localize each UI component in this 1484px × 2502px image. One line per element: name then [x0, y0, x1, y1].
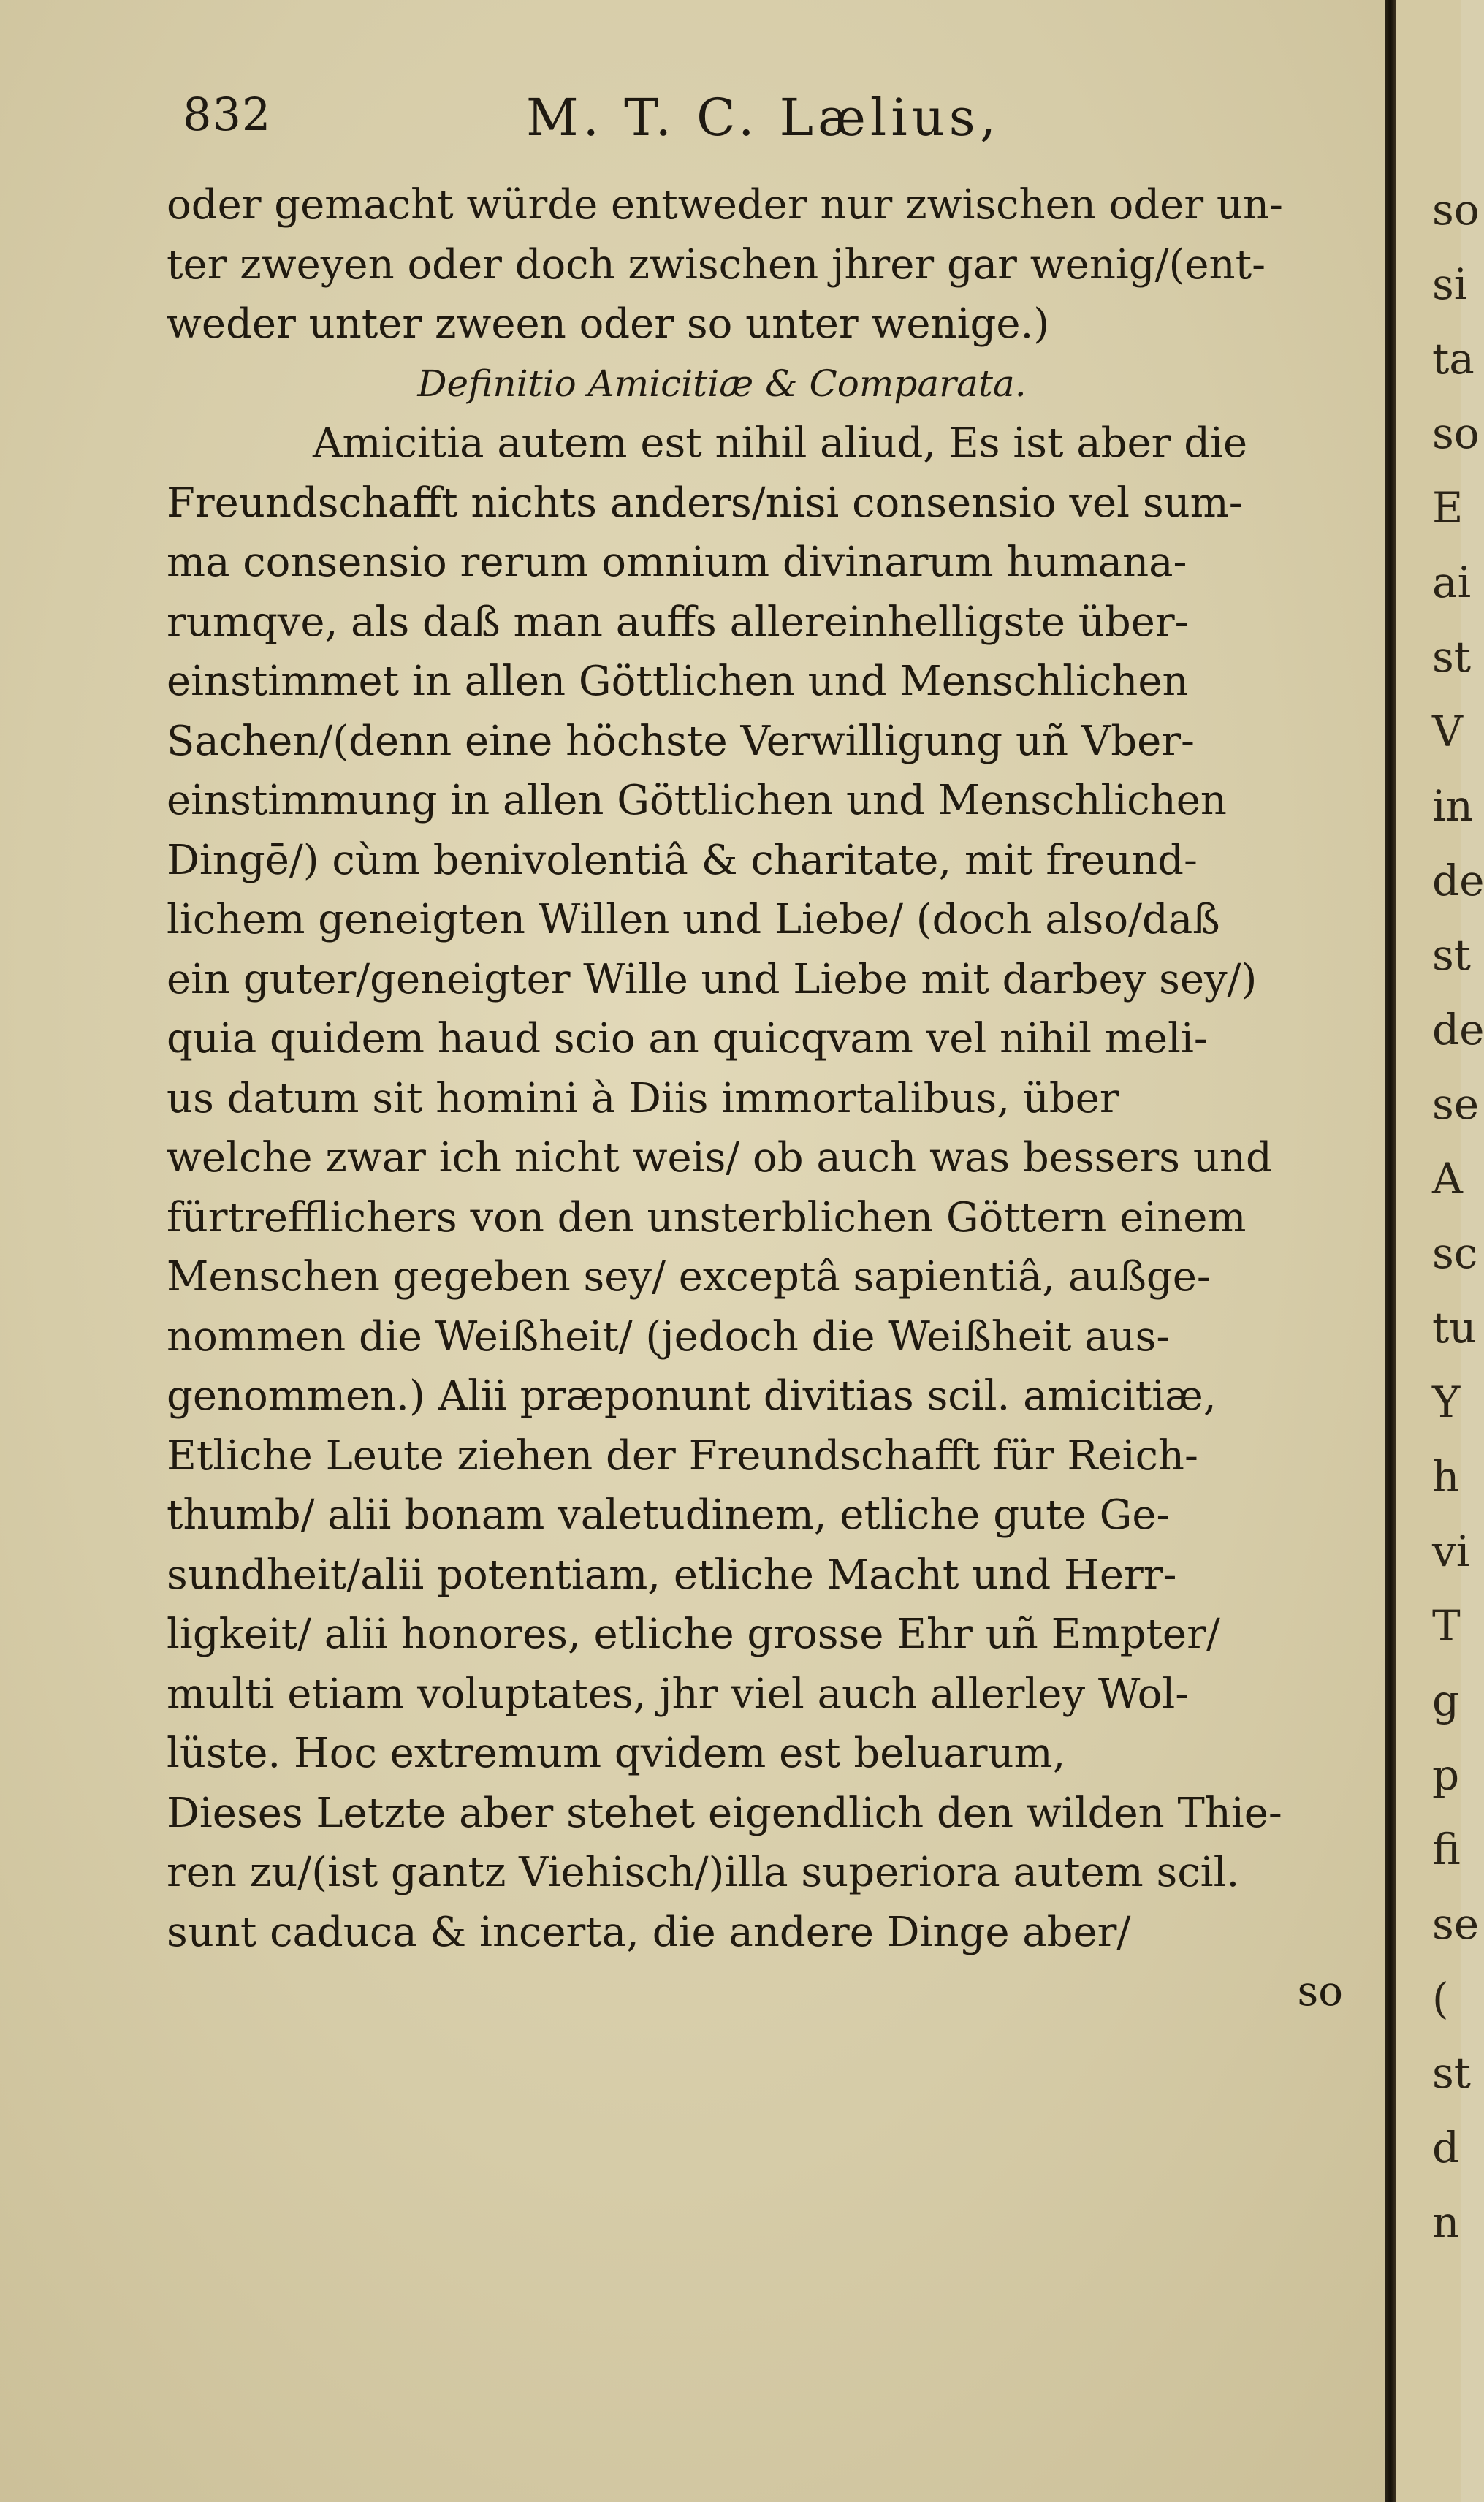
body-text [167, 175, 1365, 2022]
adjacent-page-fragment: tu [1432, 1303, 1477, 1353]
adjacent-page-fragment: Y [1432, 1377, 1461, 1427]
text-line: Amicitia autem est nihil aliud, Es ist aber die [313, 419, 1248, 467]
adjacent-page-fragment: V [1432, 707, 1463, 756]
text-line: ma consensio rerum omnium divinarum humana- [167, 539, 1187, 586]
text-line: sundheit/alii potentiam, etliche Macht und Herr- [167, 1551, 1177, 1599]
running-head: M. T. C. Lælius, [526, 88, 1000, 148]
adjacent-page-fragment: vi [1432, 1526, 1470, 1576]
adjacent-page-fragment: si [1432, 259, 1468, 309]
adjacent-page-fragment: so [1432, 408, 1480, 458]
section-heading: Definitio Amicitiæ & Comparata. [417, 362, 1027, 405]
adjacent-page-fragment: de [1432, 1005, 1484, 1054]
adjacent-page-fragment: ta [1432, 334, 1475, 384]
adjacent-page-fragment: fi [1432, 1825, 1461, 1874]
adjacent-page-fragment: in [1432, 781, 1473, 831]
text-line: us datum sit homini à Diis immortalibus, über [167, 1074, 1119, 1122]
text-line: genommen.) Alii præponunt divitias scil. amicitiæ, [167, 1372, 1217, 1420]
text-line: Menschen gegeben sey/ exceptâ sapientiâ, außge- [167, 1253, 1211, 1301]
adjacent-page-fragment: se [1432, 1899, 1480, 1949]
text-line: multi etiam voluptates, jhr viel auch allerley Wol- [167, 1670, 1190, 1718]
text-line: einstimmung in allen Göttlichen und Menschlichen [167, 777, 1227, 824]
text-line: welche zwar ich nicht weis/ ob auch was bessers und [167, 1134, 1272, 1182]
adjacent-page-fragment: E [1432, 483, 1464, 533]
text-line: lüste. Hoc extremum qvidem est beluarum, [167, 1730, 1066, 1777]
book-gutter [1385, 0, 1396, 2502]
text-line: nommen die Weißheit/ (jedoch die Weißheit aus- [167, 1312, 1171, 1361]
adjacent-page-fragment: ( [1432, 1974, 1449, 2023]
adjacent-page-fragment: de [1432, 856, 1484, 905]
adjacent-page-fragment: st [1432, 930, 1472, 980]
adjacent-page-fragment: n [1432, 2197, 1460, 2247]
text-line: ligkeit/ alii honores, etliche grosse Ehr uñ Empter/ [167, 1611, 1220, 1658]
adjacent-page-fragment: st [1432, 632, 1472, 682]
text-line: Freundschafft nichts anders/nisi consensio vel sum- [167, 479, 1243, 527]
text-line: Sachen/(denn eine höchste Verwilligung uñ Vber- [167, 717, 1195, 765]
adjacent-page-fragment: so [1432, 185, 1480, 235]
text-line: Etliche Leute ziehen der Freundschafft für Reich- [167, 1431, 1198, 1480]
adjacent-page-fragment: h [1432, 1452, 1460, 1502]
text-line: weder unter zween oder so unter wenige.) [167, 300, 1050, 348]
text-line: lichem geneigten Willen und Liebe/ (doch also/daß [167, 896, 1220, 943]
text-line: einstimmet in allen Göttlichen und Menschlichen [167, 658, 1189, 705]
text-line: thumb/ alii bonam valetudinem, etliche gute Ge- [167, 1491, 1171, 1539]
text-line: fürtrefflichers von den unsterblichen Göttern einem [167, 1193, 1247, 1242]
adjacent-page-fragment: d [1432, 2123, 1460, 2172]
adjacent-page-fragment: sc [1432, 1228, 1478, 1278]
page-header [183, 88, 1352, 161]
text-line: ein guter/geneigter Wille und Liebe mit darbey sey/) [167, 955, 1257, 1003]
text-line: sunt caduca & incerta, die andere Dinge aber/ [167, 1908, 1131, 1956]
page-number: 832 [183, 88, 272, 141]
adjacent-page-fragment: ai [1432, 558, 1472, 607]
text-line: oder gemacht würde entweder nur zwischen oder un- [167, 181, 1283, 229]
text-line: ren zu/(ist gantz Viehisch/)illa superiora autem scil. [167, 1849, 1240, 1896]
catchword: so [1297, 1968, 1343, 2015]
text-line: ter zweyen oder doch zwischen jhrer gar wenig/(ent- [167, 240, 1266, 289]
adjacent-page-fragment: se [1432, 1079, 1480, 1129]
text-line: quia quidem haud scio an quicqvam vel nihil meli- [167, 1015, 1208, 1062]
adjacent-page-fragment: p [1432, 1750, 1460, 1800]
adjacent-page-fragment: A [1432, 1154, 1463, 1204]
adjacent-page-fragment: g [1432, 1676, 1460, 1725]
text-line: rumqve, als daß man auffs allereinhelligste über- [167, 598, 1189, 646]
text-line: Dieses Letzte aber stehet eigendlich den wilden Thie- [167, 1789, 1282, 1837]
text-line: Dingē/) cùm benivolentiâ & charitate, mit freund- [167, 836, 1198, 884]
adjacent-page-fragment: st [1432, 2048, 1472, 2098]
adjacent-page-fragment: T [1432, 1601, 1461, 1651]
